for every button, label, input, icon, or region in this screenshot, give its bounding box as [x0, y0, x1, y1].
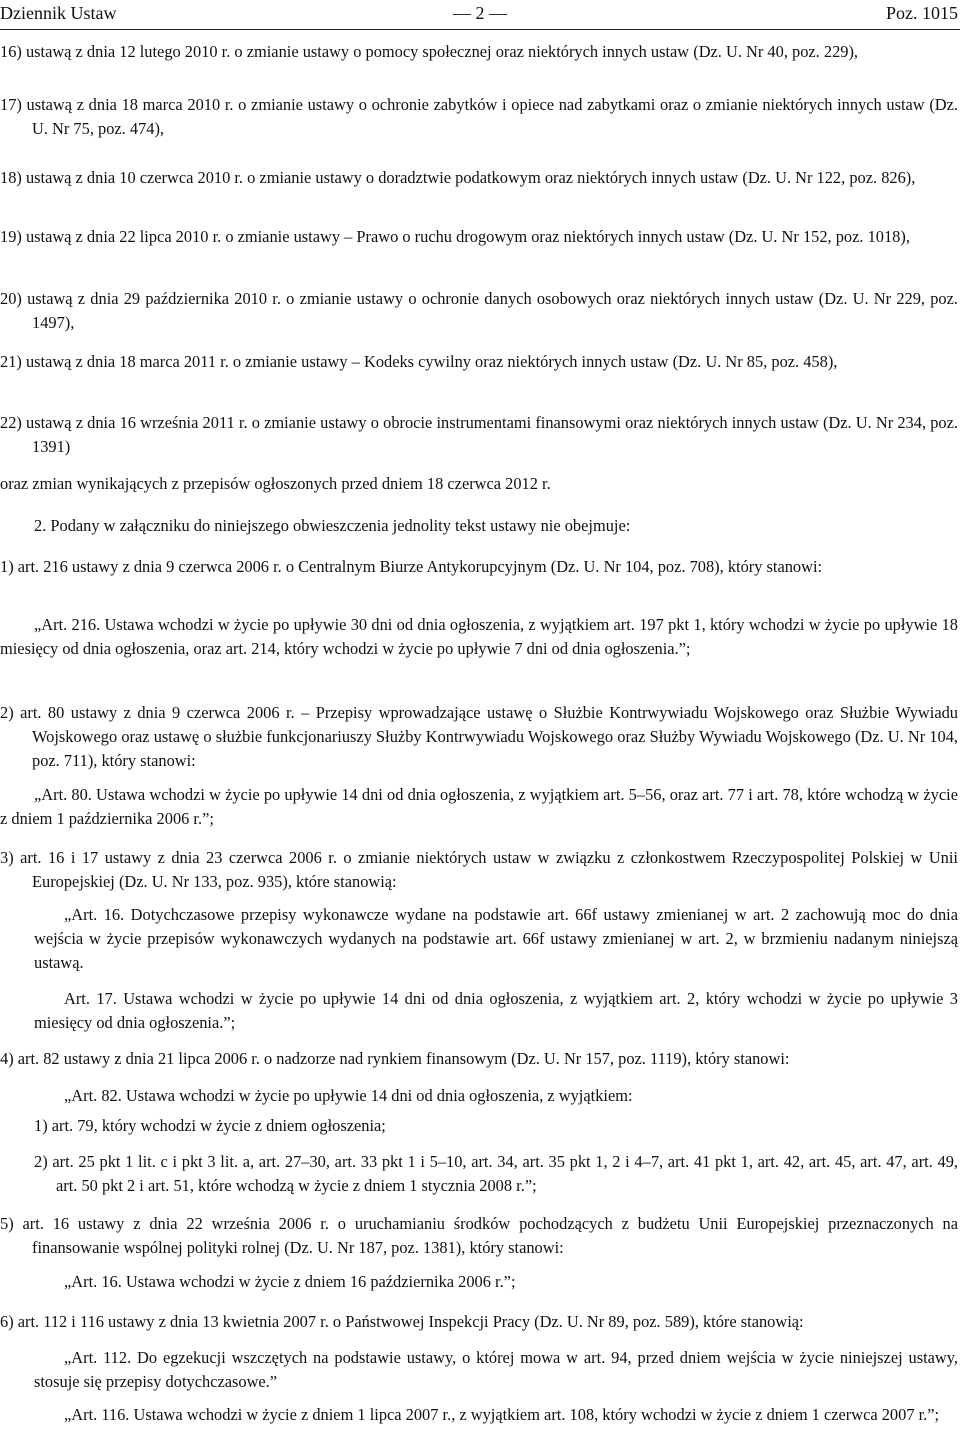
exclusion-item-1: 1) art. 216 ustawy z dnia 9 czerwca 2006 r. o Centralnym Biurze Antykorupcyjnym (Dz. U. Nr 104, poz. 708), który stanowi: — [0, 557, 823, 576]
exclusion-item-4: 4) art. 82 ustawy z dnia 21 lipca 2006 r. o nadzorze nad rynkiem finansowym (Dz. U. Nr 157, poz. 1119), który stanowi: — [0, 1049, 790, 1068]
closing-line: oraz zmian wynikających z przepisów ogłoszonych przed dniem 18 czerwca 2012 r. — [0, 474, 551, 493]
quote-art-80: „Art. 80. Ustawa wchodzi w życie po upływie 14 dni od dnia ogłoszenia, z wyjątkiem art. 5–56, oraz art. 77 i art. 78, które wchodzą w życie z dniem 1 października 2006 r.”; — [0, 785, 958, 828]
list-item-16: 16) ustawą z dnia 12 lutego 2010 r. o zmianie ustawy o pomocy społecznej oraz niektórych innych ustaw (Dz. U. Nr 40, poz. 229), — [0, 42, 859, 61]
list-item-19: 19) ustawą z dnia 22 lipca 2010 r. o zmianie ustawy – Prawo o ruchu drogowym oraz niektórych innych ustaw (Dz. U. Nr 152, poz. 1018), — [0, 227, 910, 246]
journal-title: Dziennik Ustaw — [0, 3, 117, 23]
exclusion-item-2: 2) art. 80 ustawy z dnia 9 czerwca 2006 r. – Przepisy wprowadzające ustawę o Służbie Kontrwywiadu Wojskowego oraz Służbie Wywiadu Wojskowego oraz ustawę o służbie funkcjonariuszy Służby Kontrwywiadu Wojskowego oraz Służby Wywiadu Wojskowego (Dz. U. Nr 104, poz. 711), który stanowi: — [0, 703, 958, 770]
page-header — [0, 0, 960, 30]
quote-art-116: „Art. 116. Ustawa wchodzi w życie z dniem 1 lipca 2007 r., z wyjątkiem art. 108, który wchodzi w życie z dniem 1 czerwca 2007 r.”; — [64, 1405, 940, 1424]
quote-art-82-point-1: 1) art. 79, który wchodzi w życie z dniem ogłoszenia; — [34, 1116, 386, 1135]
quote-art-17: Art. 17. Ustawa wchodzi w życie po upływie 14 dni od dnia ogłoszenia, z wyjątkiem art. 2, który wchodzi w życie po upływie 3 miesięcy od dnia ogłoszenia.”; — [34, 989, 958, 1032]
list-item-20: 20) ustawą z dnia 29 października 2010 r. o zmianie ustawy o ochronie danych osobowych oraz niektórych innych ustaw (Dz. U. Nr 229, poz. 1497), — [0, 289, 958, 332]
header-rule — [0, 29, 960, 30]
quote-art-216: „Art. 216. Ustawa wchodzi w życie po upływie 30 dni od dnia ogłoszenia, z wyjątkiem art. 197 pkt 1, który wchodzi w życie po upływie 18 miesięcy od dnia ogłoszenia, oraz art. 214, który wchodzi w życie po upływie 7 dni od dnia ogłoszenia.”; — [0, 615, 958, 658]
exclusion-item-5: 5) art. 16 ustawy z dnia 22 września 2006 r. o uruchamianiu środków pochodzących z budżetu Unii Europejskiej przeznaczonych na finansowanie wspólnej polityki rolnej (Dz. U. Nr 187, poz. 1381), który stanowi: — [0, 1214, 958, 1257]
exclusion-item-3: 3) art. 16 i 17 ustawy z dnia 23 czerwca 2006 r. o zmianie niektórych ustaw w związku z członkostwem Rzeczypospolitej Polskiej w Unii Europejskiej (Dz. U. Nr 133, poz. 935), które stanowią: — [0, 848, 958, 891]
exclusion-item-6: 6) art. 112 i 116 ustawy z dnia 13 kwietnia 2007 r. o Państwowej Inspekcji Pracy (Dz. U. Nr 89, poz. 589), które stanowią: — [0, 1312, 804, 1331]
quote-art-16-a: „Art. 16. Dotychczasowe przepisy wykonawcze wydane na podstawie art. 66f ustawy zmienianej w art. 2 zachowują moc do dnia wejścia w życie przepisów wykonawczych wydanych na podstawie art. 66f ustawy zmienianej w art. 2, w brzmieniu nadanym niniejszą ustawą. — [34, 905, 958, 972]
position-number: Poz. 1015 — [886, 3, 958, 23]
list-item-18: 18) ustawą z dnia 10 czerwca 2010 r. o zmianie ustawy o doradztwie podatkowym oraz niektórych innych ustaw (Dz. U. Nr 122, poz. 826), — [0, 168, 916, 187]
list-item-21: 21) ustawą z dnia 18 marca 2011 r. o zmianie ustawy – Kodeks cywilny oraz niektórych innych ustaw (Dz. U. Nr 85, poz. 458), — [0, 352, 838, 371]
section-2-intro: 2. Podany w załączniku do niniejszego obwieszczenia jednolity tekst ustawy nie obejmuje: — [34, 516, 631, 535]
quote-art-16-b: „Art. 16. Ustawa wchodzi w życie z dniem 16 października 2006 r.”; — [64, 1272, 516, 1291]
quote-art-112: „Art. 112. Do egzekucji wszczętych na podstawie ustawy, o której mowa w art. 94, przed dniem wejścia w życie niniejszej ustawy, stosuje się przepisy dotychczasowe.” — [34, 1348, 958, 1391]
page-number: — 2 — — [453, 3, 507, 23]
quote-art-82: „Art. 82. Ustawa wchodzi w życie po upływie 14 dni od dnia ogłoszenia, z wyjątkiem: — [64, 1086, 633, 1105]
quote-art-82-point-2: 2) art. 25 pkt 1 lit. c i pkt 3 lit. a, art. 27–30, art. 33 pkt 1 i 5–10, art. 34, art. 35 pkt 1, 2 i 4–7, art. 41 pkt 1, art. 42, art. 45, art. 47, art. 49, art. 50 pkt 2 i art. 51, które wchodzą w życie z dniem 1 stycznia 2008 r.”; — [34, 1152, 958, 1195]
list-item-22: 22) ustawą z dnia 16 września 2011 r. o zmianie ustawy o obrocie instrumentami finansowymi oraz niektórych innych ustaw (Dz. U. Nr 234, poz. 1391) — [0, 413, 958, 456]
list-item-17: 17) ustawą z dnia 18 marca 2010 r. o zmianie ustawy o ochronie zabytków i opiece nad zabytkami oraz o zmianie niektórych innych ustaw (Dz. U. Nr 75, poz. 474), — [0, 95, 958, 138]
